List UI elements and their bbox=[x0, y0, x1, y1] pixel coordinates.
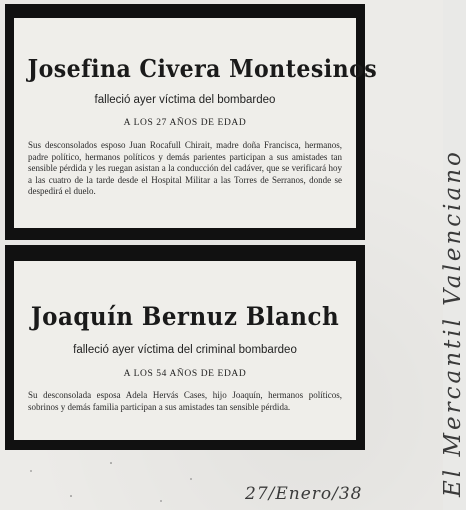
handwritten-date: 27/Enero/38 bbox=[245, 484, 363, 504]
handwritten-source: El Mercantil Valenciano bbox=[440, 149, 466, 497]
notice-body-text: Sus desconsolados esposo Juan Rocafull Chirait, madre doña Francisca, hermanos, padre político, hermanos políticos y demás parientes participan a sus amistades tan sensible pérdida y les ruegan asistan a la conducción del cadáver, que se verificará hoy a las cuatro de la tarde desde el Hospital Militar a las Torres de Serranos, donde se despedirá el duelo. bbox=[28, 140, 342, 196]
paper-speck bbox=[30, 470, 32, 472]
border-bar-top bbox=[5, 245, 365, 261]
obituary-notice bbox=[5, 245, 365, 450]
border-bar-top bbox=[5, 4, 365, 18]
border-bar-bottom bbox=[5, 440, 365, 450]
deceased-name: Josefina Civera Montesinos bbox=[27, 54, 378, 83]
death-subtitle: falleció ayer víctima del bombardeo bbox=[94, 94, 276, 106]
paper-speck bbox=[110, 462, 112, 464]
border-bar-bottom bbox=[5, 228, 365, 240]
deceased-name: Joaquín Bernuz Blanch bbox=[30, 302, 340, 331]
paper-speck bbox=[160, 500, 162, 502]
paper-speck bbox=[70, 495, 72, 497]
age-line: A LOS 27 AÑOS DE EDAD bbox=[123, 118, 247, 128]
age-line: A LOS 54 AÑOS DE EDAD bbox=[123, 369, 247, 379]
death-subtitle: falleció ayer víctima del criminal bombardeo bbox=[73, 344, 297, 356]
obituary-notice bbox=[5, 4, 378, 240]
paper-speck bbox=[190, 478, 192, 480]
notice-body-text: Su desconsolada esposa Adela Hervás Cases, hijo Joaquín, hermanos políticos, sobrinos y demás familia participan a sus amistades tan sensible pérdida. bbox=[28, 390, 342, 412]
